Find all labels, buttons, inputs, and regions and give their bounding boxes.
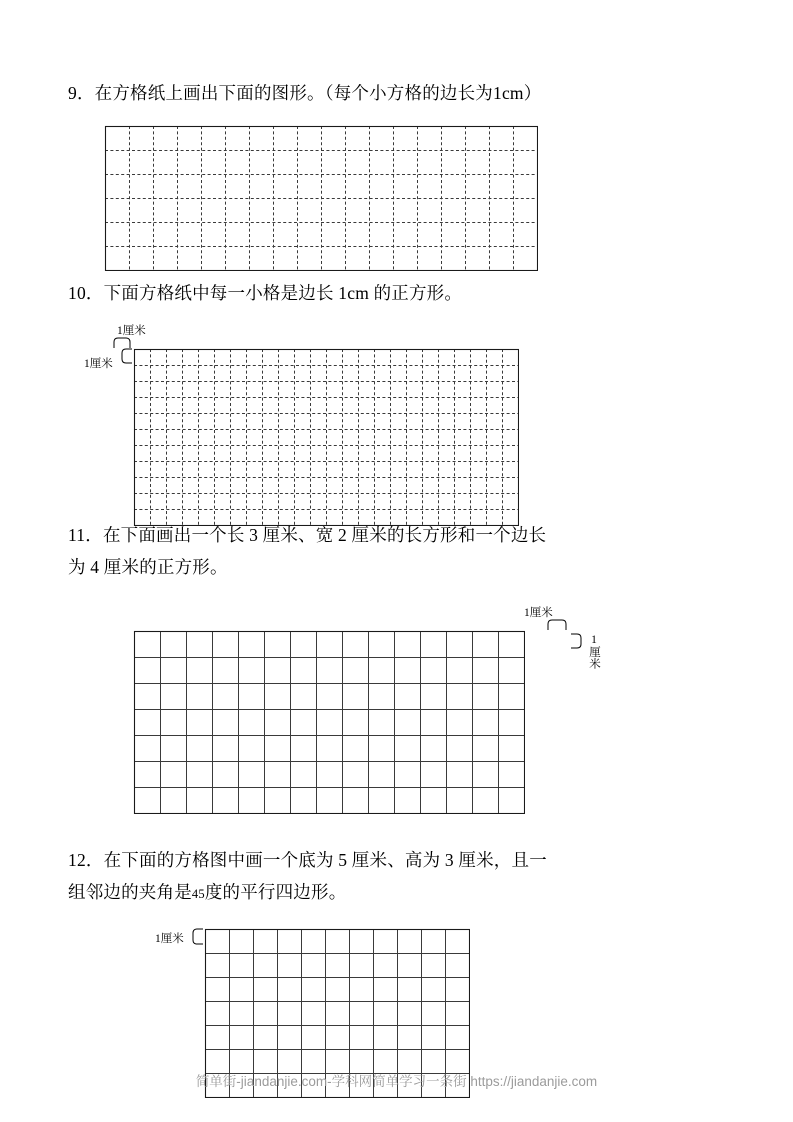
- question-9-text: [68, 78, 541, 108]
- question-9-grid: [104, 125, 538, 271]
- page-footer: 简单街-jiandanjie.com-学科网简单学习一条街 https://jiandanjie.com: [195, 1074, 598, 1089]
- question-12-number: 12．: [68, 850, 104, 870]
- question-9-body: 在方格纸上画出下面的图形。（每个小方格的边长为1cm）: [94, 83, 542, 103]
- question-11-text-line1: [68, 520, 546, 550]
- question-10-top-label: 1厘米: [117, 325, 146, 337]
- question-10-left-brace: [121, 348, 133, 376]
- question-10-left-label: 1厘米: [84, 358, 113, 370]
- question-11-right-label: 1厘米: [588, 634, 600, 669]
- question-12-body-2a: 组邻边的夹角是: [68, 882, 192, 902]
- question-11-right-brace: [570, 633, 582, 665]
- question-11-top-brace: [547, 619, 577, 631]
- question-10-grid: [133, 348, 519, 526]
- question-11-text-line2: 为 4 厘米的正方形。: [68, 557, 228, 577]
- question-9-number: 9．: [68, 83, 95, 103]
- question-12-body-2b: 度的平行四边形。: [204, 882, 347, 902]
- question-11-grid: [133, 630, 525, 814]
- question-12-left-label: 1厘米: [155, 933, 184, 945]
- question-12-left-brace: [192, 928, 204, 956]
- question-10-body: 下面方格纸中每一小格是边长 1cm 的正方形。: [103, 283, 463, 303]
- question-12-body-1: 在下面的方格图中画一个底为 5 厘米、高为 3 厘米，且一: [103, 850, 547, 870]
- question-10-text: [68, 278, 462, 308]
- question-12-text-line2: [68, 877, 346, 909]
- question-11-body-1: 在下面画出一个长 3 厘米、宽 2 厘米的长方形和一个边长: [102, 525, 547, 545]
- question-12-angle-value: 45: [191, 887, 205, 901]
- question-11-number: 11．: [68, 525, 103, 545]
- question-10-number: 10．: [68, 283, 104, 303]
- question-12-text-line1: [68, 845, 547, 875]
- question-11-top-label: 1厘米: [524, 607, 553, 619]
